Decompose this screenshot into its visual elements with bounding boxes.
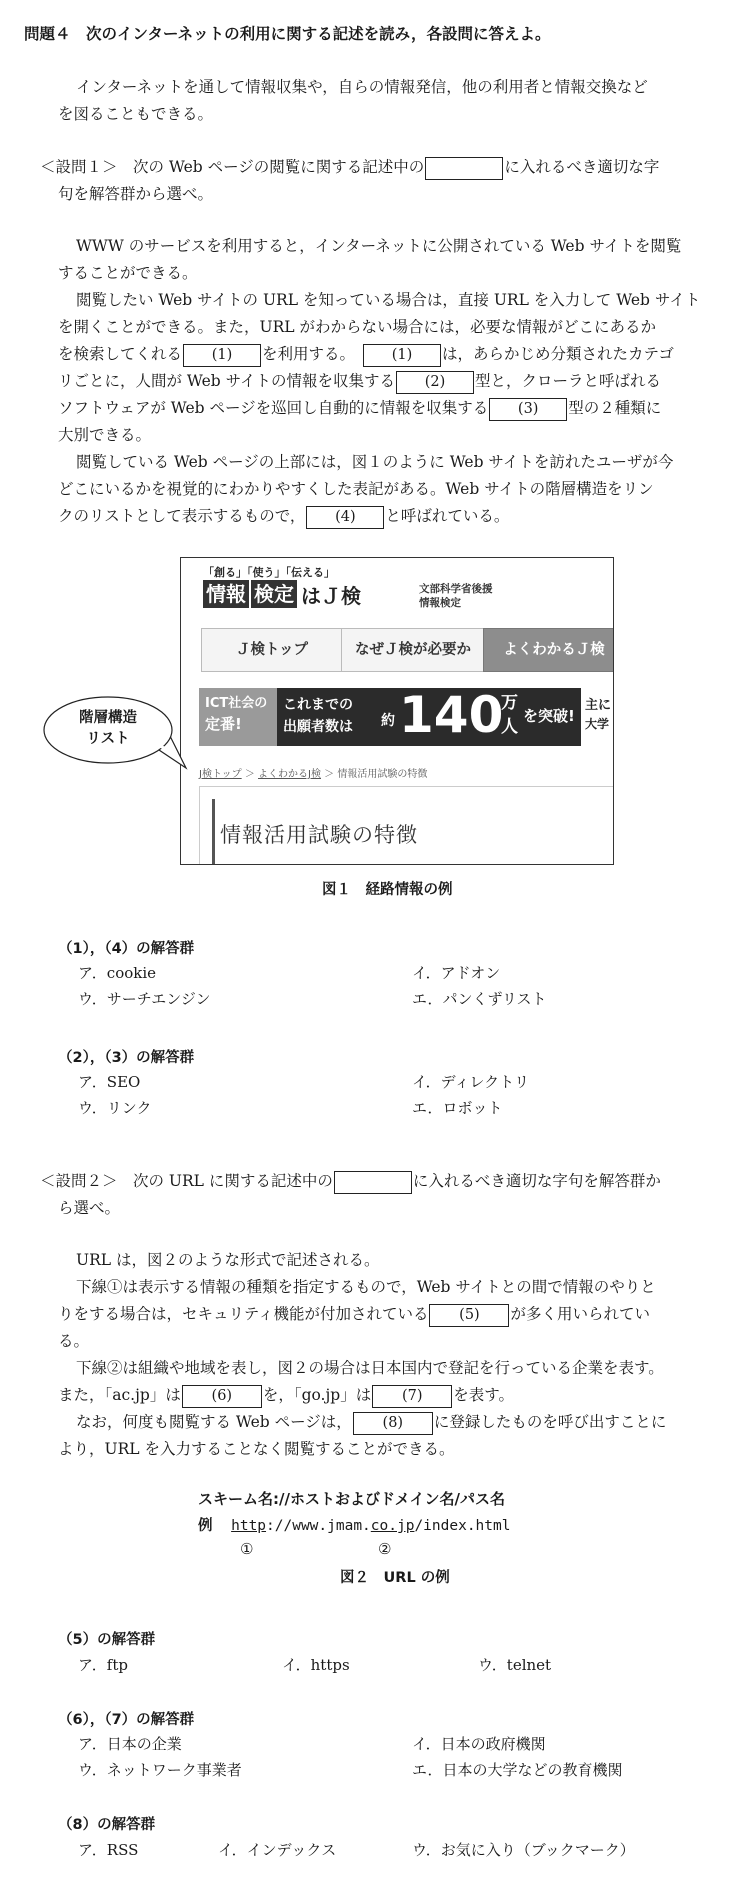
logo-part-c: はＪ検 xyxy=(301,583,361,608)
banner-text-h: 大学 xyxy=(585,717,610,731)
ministry-line-1: 文部科学省後援 xyxy=(419,583,493,595)
q2-l3a: りをする場合は，セキュリティ機能が付加されている xyxy=(58,1305,429,1323)
banner-break: を突破! xyxy=(523,707,575,725)
figure-2-caption: 図２ URL の例 xyxy=(340,1570,450,1586)
blank-4: (4) xyxy=(306,506,384,529)
url-example xyxy=(198,1514,510,1535)
url-host: ://www.jmam. xyxy=(266,1518,371,1534)
blank-3: (3) xyxy=(489,398,567,421)
q1-prompt-a: ＜設問１＞ 次の Web ページの閲覧に関する記述中の xyxy=(40,158,425,176)
q2-l7 xyxy=(76,1409,666,1436)
blank-6: (6) xyxy=(182,1385,262,1408)
q2-l2: 下線①は表示する情報の種類を指定するもので，Web サイトとの間で情報のやりと xyxy=(76,1278,656,1296)
answer-option: イ．日本の政府機関 xyxy=(412,1735,546,1753)
q2-l4: る。 xyxy=(58,1332,90,1350)
url-scheme: http xyxy=(231,1518,267,1534)
url-domain: co.jp xyxy=(370,1518,415,1534)
banner-text-g: 主に xyxy=(585,698,612,713)
breadcrumb-link-about[interactable]: よくわかるJ検 xyxy=(258,769,321,780)
q1-p2-l4a: リごとに，人間が Web サイトの情報を収集する xyxy=(58,372,396,390)
q2-l7a: なお，何度も閲覧する Web ページは， xyxy=(76,1413,352,1431)
tab-about-jken[interactable]: よくわかるＪ検 xyxy=(483,628,614,672)
intro-line-2: を図ることもできる。 xyxy=(58,105,214,123)
blank-7: (7) xyxy=(372,1385,452,1408)
breadcrumb-current: 情報活用試験の特徴 xyxy=(337,769,428,780)
answer-option: イ．インデックス xyxy=(218,1841,337,1859)
url-format: スキーム名://ホストおよびドメイン名/パス名 xyxy=(198,1490,505,1508)
answer-option: ウ．サーチエンジン xyxy=(78,990,211,1008)
answer-option: エ．パンくずリスト xyxy=(412,990,547,1008)
banner-text-b: 定番! xyxy=(205,715,242,733)
q1-p1-l1: WWW のサービスを利用すると，インターネットに公開されている Web サイトを閲覧 xyxy=(76,237,682,255)
blank-box xyxy=(334,1171,412,1194)
q2-l6 xyxy=(58,1382,514,1409)
intro-line-1: インターネットを通して情報収集や，自らの情報発信，他の利用者と情報交換など xyxy=(76,78,648,96)
callout-text xyxy=(73,708,143,750)
answer-option: ア．RSS xyxy=(78,1841,139,1859)
heading-bar xyxy=(212,799,215,865)
page-heading: 情報活用試験の特徴 xyxy=(220,823,418,847)
q2-prompt-c: ら選べ。 xyxy=(58,1199,121,1217)
figure-1-caption: 図１ 経路情報の例 xyxy=(322,882,453,898)
answer-option: ウ．telnet xyxy=(478,1656,552,1674)
blank-box xyxy=(425,157,503,180)
q1-p2-l5 xyxy=(58,395,661,422)
q1-p2-l1: 閲覧したい Web サイトの URL を知っている場合は，直接 URL を入力して Web サイト xyxy=(76,291,701,309)
answer-option: ウ．リンク xyxy=(78,1099,152,1117)
url-path: /index.html xyxy=(414,1518,511,1534)
q1-p2-l4 xyxy=(58,368,661,395)
answers-2-3-heading: （2），（3）の解答群 xyxy=(58,1050,195,1066)
banner-text-a: ICT社会の xyxy=(205,696,268,711)
banner-right-panel xyxy=(581,688,613,746)
callout-line-1: 階層構造 xyxy=(79,710,137,726)
banner-number: 140 xyxy=(399,688,504,744)
answer-option: ウ．ネットワーク事業者 xyxy=(78,1761,242,1779)
ministry-text xyxy=(419,582,493,610)
breadcrumb-link-top[interactable]: J検トップ xyxy=(199,769,242,780)
q1-p3-l2: どこにいるかを視覚的にわかりやすくした表記がある。Web サイトの階層構造をリン xyxy=(58,480,654,498)
q2-prompt-b: に入れるべき適切な字句を解答群か xyxy=(412,1172,661,1190)
url-example-label: 例 xyxy=(198,1518,213,1534)
q1-p3-l1: 閲覧している Web ページの上部には，図１のように Web サイトを訪れたユーザが今 xyxy=(76,453,674,471)
q1-prompt-b: に入れるべき適切な字 xyxy=(504,158,660,176)
answers-1-4-heading: （1），（4）の解答群 xyxy=(58,941,195,957)
q1-p2-l3a: を検索してくれる xyxy=(58,345,183,363)
q1-p2-l4b: 型と，クローラと呼ばれる xyxy=(475,372,662,390)
answer-option: エ．日本の大学などの教育機関 xyxy=(412,1761,623,1779)
banner-text-d: 出願者数は xyxy=(283,719,353,735)
q1-p2-l5a: ソフトウェアが Web ページを巡回し自動的に情報を収集する xyxy=(58,399,489,417)
banner-text-c: これまでの xyxy=(283,697,353,713)
answer-option: ア．cookie xyxy=(78,964,157,982)
marker-2: ② xyxy=(378,1540,392,1558)
breadcrumb-separator: ＞ xyxy=(324,769,335,780)
q1-p2-l2: を開くことができる。また，URL がわからない場合には，必要な情報がどこにあるか xyxy=(58,318,656,336)
banner-about: 約 xyxy=(381,713,395,729)
blank-1: (1) xyxy=(183,344,261,367)
q2-l7b: に登録したものを呼び出すことに xyxy=(433,1413,667,1431)
q1-p2-l3b: を利用する。 xyxy=(262,345,356,363)
page-content-box xyxy=(199,786,614,865)
logo-part-a: 情報 xyxy=(203,580,249,608)
breadcrumb xyxy=(199,765,427,780)
answers-6-7-heading: （6），（7）の解答群 xyxy=(58,1712,195,1728)
answer-option: ア．SEO xyxy=(78,1073,141,1091)
blank-2: (2) xyxy=(396,371,474,394)
q2-l3b: が多く用いられてい xyxy=(510,1305,650,1323)
answer-option: ア．ftp xyxy=(78,1656,128,1674)
answer-option: イ．https xyxy=(282,1656,350,1674)
q1-p2-l6: 大別できる。 xyxy=(58,426,152,444)
q2-l6a: また，「ac.jp」は xyxy=(58,1386,181,1404)
q2-l8: より，URL を入力することなく閲覧することができる。 xyxy=(58,1440,455,1458)
answer-option: ア．日本の企業 xyxy=(78,1735,182,1753)
banner-mid-text xyxy=(283,694,353,738)
q2-prompt xyxy=(40,1168,661,1195)
logo-part-b: 検定 xyxy=(251,580,297,608)
blank-1-repeat: (1) xyxy=(363,344,441,367)
q2-prompt-a: ＜設問２＞ 次の URL に関する記述中の xyxy=(40,1172,333,1190)
q1-p2-l3c: は，あらかじめ分類されたカテゴ xyxy=(442,345,674,363)
site-tagline: 「創る」「使う」「伝える」 xyxy=(203,566,335,579)
q1-prompt-c: 句を解答群から選べ。 xyxy=(58,185,214,203)
q1-p1-l2: することができる。 xyxy=(58,264,198,282)
banner-unit xyxy=(501,691,518,739)
answers-5-heading: （5）の解答群 xyxy=(58,1632,156,1648)
answer-option: イ．ディレクトリ xyxy=(412,1073,530,1091)
answer-option: イ．アドオン xyxy=(412,964,501,982)
question-header: 問題４ 次のインターネットの利用に関する記述を読み，各設問に答えよ。 xyxy=(24,25,551,43)
tab-why-jken[interactable]: なぜＪ検が必要か xyxy=(341,628,485,672)
marker-1: ① xyxy=(240,1540,254,1558)
q1-p3-l3 xyxy=(58,503,509,530)
blank-8: (8) xyxy=(353,1412,433,1435)
q2-l3 xyxy=(58,1301,650,1328)
blank-5: (5) xyxy=(429,1304,509,1327)
q1-p2-l3 xyxy=(58,341,674,368)
answer-option: ウ．お気に入り（ブックマーク） xyxy=(412,1841,635,1859)
q2-l6b: を，「go.jp」は xyxy=(262,1386,372,1404)
answer-option: エ．ロボット xyxy=(412,1099,503,1117)
figure-1-screenshot xyxy=(180,557,614,865)
q2-l1: URL は，図２のような形式で記述される。 xyxy=(76,1251,380,1269)
tab-jken-top[interactable]: Ｊ検トップ xyxy=(201,628,343,672)
breadcrumb-separator: ＞ xyxy=(244,769,255,780)
q1-p2-l5b: 型の２種類に xyxy=(568,399,662,417)
banner-unit-nin: 人 xyxy=(501,717,518,737)
banner-unit-man: 万 xyxy=(501,693,518,713)
promo-banner[interactable] xyxy=(199,688,613,746)
q1-prompt xyxy=(40,154,659,181)
q2-l5: 下線②は組織や地域を表し，図２の場合は日本国内で登記を行っている企業を表す。 xyxy=(76,1359,664,1377)
q1-p3-l3a: クのリストとして表示するもので， xyxy=(58,507,306,525)
banner-left-text xyxy=(205,694,267,734)
ministry-line-2: 情報検定 xyxy=(419,597,461,609)
answers-8-heading: （8）の解答群 xyxy=(58,1817,156,1833)
callout-line-2: リスト xyxy=(86,731,130,747)
site-logo xyxy=(203,580,361,608)
q2-l6c: を表す。 xyxy=(453,1386,514,1404)
q1-p3-l3b: と呼ばれている。 xyxy=(385,507,510,525)
